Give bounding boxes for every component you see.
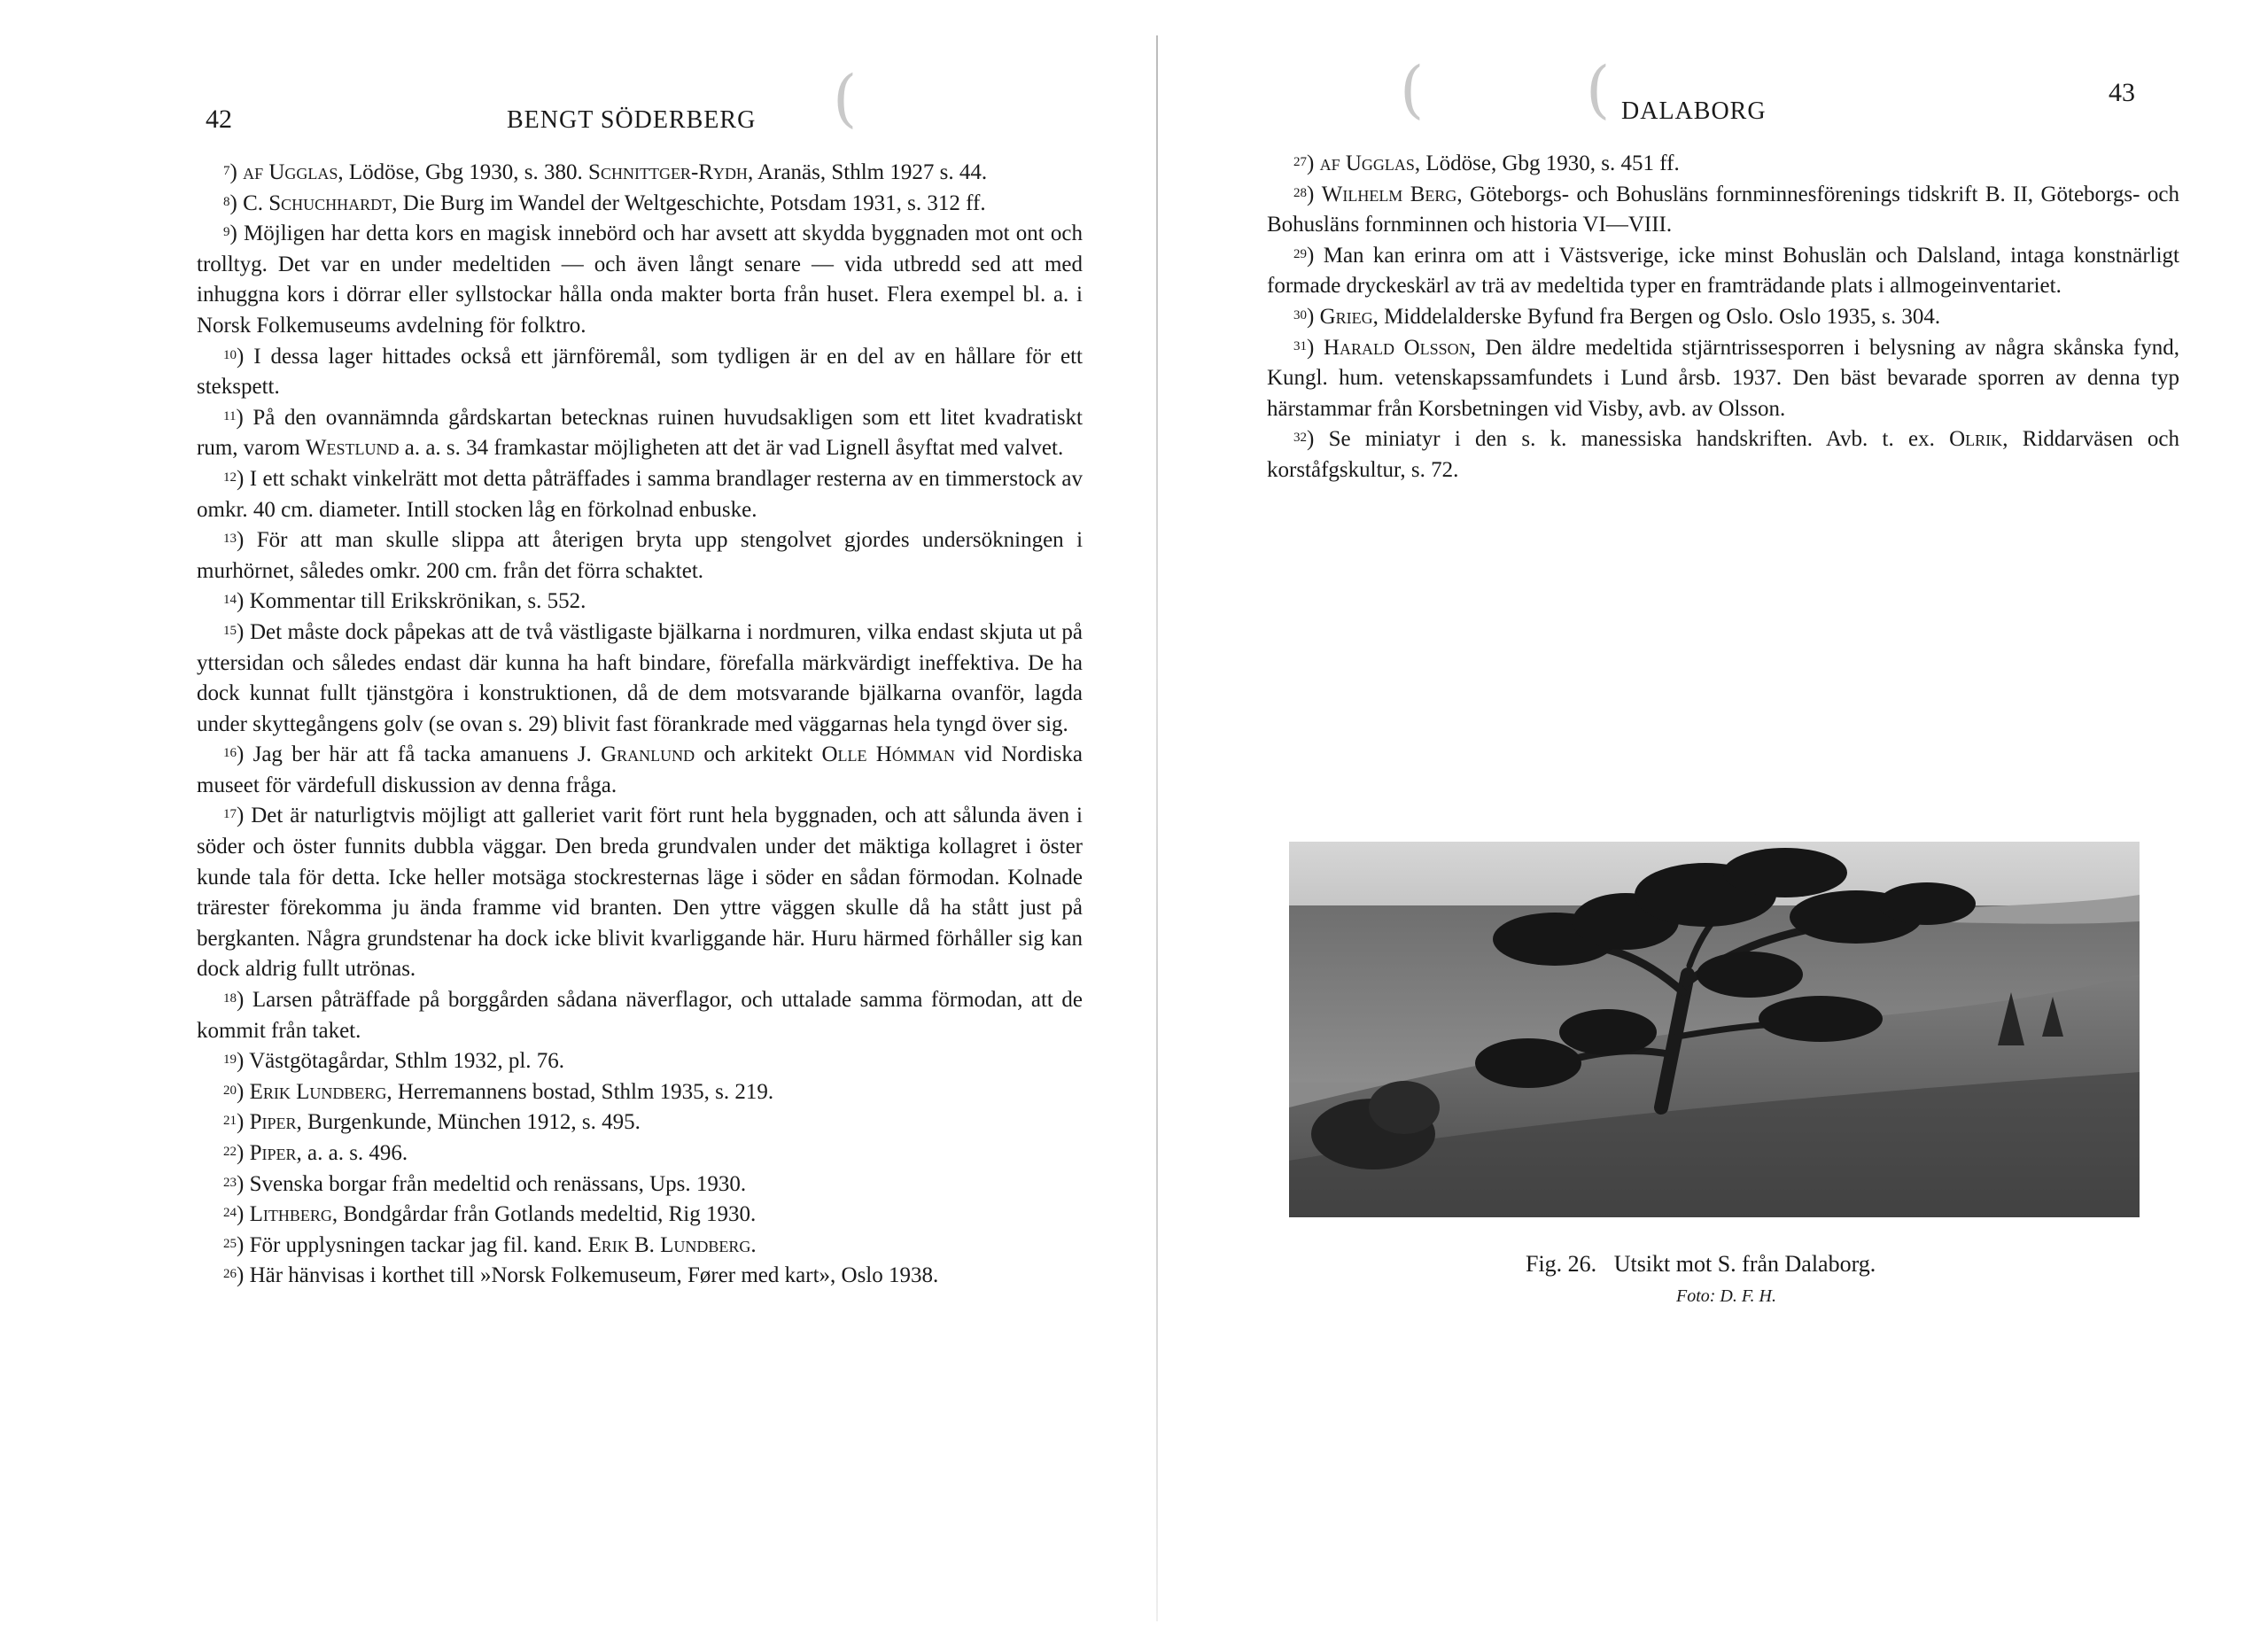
footnote-number: 21 [223, 1114, 237, 1129]
footnote-text: Se miniatyr i den s. k. manessiska handskriften. Avb. t. ex. Olrik, Riddarväsen och korståfgskultur, s. 72. [1267, 427, 2180, 482]
footnote-number: 23 [223, 1175, 237, 1190]
footnote-text: För upplysningen tackar jag fil. kand. Erik B. Lundberg. [249, 1232, 757, 1257]
footnote-7: $^7$) af Ugglas, Lödöse, Gbg 1930, s. 380. Schnittger-Rydh, Aranäs, Sthlm 1927 s. 44. [223, 160, 988, 184]
footnote-text: Grieg, Middelalderske Byfund fra Bergen og Oslo. Oslo 1935, s. 304. [1319, 304, 1941, 329]
footnote-31: $^{31}$) Harald Olsson, Den äldre medeltida stjärntrissesporren i belysning av några skånska fynd, Kungl. hum. vetenskapssamfundets i Lund årsb. 1937. Den bäst bevarade sporren av denna typ härstammar från Korsbetningen vid Visby, avb. av Olsson. [1267, 335, 2179, 421]
footnote-16: $^{16}$) Jag ber här att få tacka amanuens J. Granlund och arkitekt Olle Hómman vid Nordiska museet för värdefull diskussion av denna fråga. [197, 742, 1083, 797]
figure-label: Fig. 26. [1526, 1251, 1597, 1277]
footnote-number: 32 [1293, 431, 1307, 446]
footnote-11: $^{11}$) På den ovannämnda gårdskartan betecknas ruinen huvudsakligen som ett litet kvadratiskt rum, varom Westlund a. a. s. 34 framkastar möjligheten att det är vad Lignell åsyftat med valvet. [197, 405, 1083, 461]
footnote-text: Svenska borgar från medeltid och renässans, Ups. 1930. [249, 1171, 747, 1196]
footnote-text: Piper, a. a. s. 496. [249, 1141, 408, 1165]
figure-caption [1526, 1251, 1876, 1278]
footnote-text: Västgötagårdar, Sthlm 1932, pl. 76. [249, 1049, 565, 1074]
footnote-text: I dessa lager hittades också ett järnföremål, som tydligen är en del av en hållare för ett stekspett. [197, 344, 1084, 400]
footnote-12: $^{12}$) I ett schakt vinkelrätt mot detta påträffades i samma brandlager resterna av en timmerstock av omkr. 40 cm. diameter. Intill stocken låg en förkolnad enbuske. [197, 466, 1083, 522]
footnote-10: $^{10}$) I dessa lager hittades också ett järnföremål, som tydligen är en del av en hållare för ett stekspett. [197, 344, 1084, 400]
footnote-15: $^{15}$) Det måste dock påpekas att de två västligaste bjälkarna i nordmuren, vilka endast skjuta ut på yttersidan och således endast där kunna ha haft bindare, förefalla märkvärdigt ineffektiva. De ha dock kunnat fullt tjänstgöra i konstruktionen, då de dem motsvarande bjälkarna ovanför, lagda under skyttegångens golv (se ovan s. 29) blivit fast förankrade med väggarnas hela tyngd över sig. [197, 619, 1083, 736]
running-head-left: BENGT SÖDERBERG [507, 106, 757, 134]
footnote-25: $^{25}$) För upplysningen tackar jag fil. kand. Erik B. Lundberg. [223, 1232, 757, 1257]
footnotes-right [1267, 149, 2179, 486]
footnote-number: 22 [223, 1145, 237, 1159]
footnote-18: $^{18}$) Larsen påträffade på borggården sådana näverflagor, och uttalade samma förmodan, att de kommit från taket. [197, 988, 1084, 1043]
footnote-number: 14 [223, 593, 237, 608]
footnote-30: $^{30}$) Grieg, Middelalderske Byfund fra Bergen og Oslo. Oslo 1935, s. 304. [1293, 304, 1941, 329]
footnote-number: 11 [223, 408, 237, 423]
footnote-number: 20 [223, 1083, 237, 1098]
footnote-number: 15 [223, 623, 237, 638]
footnote-29: $^{29}$) Man kan erinra om att i Västsverige, icke minst Bohuslän och Dalsland, intaga konstnärligt formade dryckeskärl av trä av medeltida typer en framträdande plats i allmogeinventariet. [1267, 243, 2179, 299]
footnote-number: 28 [1293, 185, 1307, 200]
footnote-text: I ett schakt vinkelrätt mot detta påträffades i samma brandlager resterna av en timmerstock av omkr. 40 cm. diameter. Intill stocken låg en förkolnad enbuske. [197, 466, 1083, 522]
footnote-28: $^{28}$) Wilhelm Berg, Göteborgs- och Bohusläns fornminnesförenings tidskrift B. II, Göteborgs- och Bohusläns fornminnen och historia VI—VIII. [1267, 182, 2179, 237]
footnote-9: $^9$) Möjligen har detta kors en magisk innebörd och har avsett att skydda byggnaden mot ont och trolltyg. Det var en under medeltiden — och även långt senare — vida utbredd sed att med inhuggna kors i dörrar eller syllstockar hålla onda makter borta från huset. Flera exempel bl. a. i Norsk Folkemuseums avdelning för folktro. [197, 221, 1083, 338]
footnote-number: 25 [223, 1236, 237, 1251]
footnote-number: 10 [223, 347, 237, 362]
footnote-number: 8 [223, 194, 230, 209]
footnote-24: $^{24}$) Lithberg, Bondgårdar från Gotlands medeltid, Rig 1930. [223, 1202, 757, 1227]
footnote-text: C. Schuchhardt, Die Burg im Wandel der Weltgeschichte, Potsdam 1931, s. 312 ff. [243, 190, 986, 215]
footnote-26: $^{26}$) Här hänvisas i korthet till »Norsk Folkemuseum, Fører med kart», Oslo 1938. [223, 1263, 939, 1288]
footnote-23: $^{23}$) Svenska borgar från medeltid och renässans, Ups. 1930. [223, 1171, 747, 1196]
footnote-20: $^{20}$) Erik Lundberg, Herremannens bostad, Sthlm 1935, s. 219. [223, 1079, 774, 1104]
footnote-text: Piper, Burgenkunde, München 1912, s. 495. [249, 1110, 641, 1135]
footnote-number: 16 [223, 746, 237, 761]
footnote-number: 27 [1293, 155, 1307, 169]
page-number-right: 43 [2109, 78, 2135, 107]
footnote-number: 29 [1293, 246, 1307, 261]
figure-caption-text: Utsikt mot S. från Dalaborg. [1613, 1251, 1876, 1277]
footnote-19: $^{19}$) Västgötagårdar, Sthlm 1932, pl. 76. [223, 1049, 565, 1074]
footnote-text: Lithberg, Bondgårdar från Gotlands medeltid, Rig 1930. [249, 1202, 757, 1227]
footnote-17: $^{17}$) Det är naturligtvis möjligt att galleriet varit fört runt hela byggnaden, och att sålunda även i söder och öster funnits dubbla väggar. Den breda grundvalen under det mäktiga kollagret i öster kunde tala för detta. Icke heller motsäga stockresternas läge i söder en sådan förmodan. Kolnade trärester förekomma ju ända framme vid branten. Den yttre väggen skulle då ha stått just på bergkanten. Några grundstenar ha dock icke blivit kvarliggande här. Huru härmed förhåller sig kan dock aldrig fullt utrönas. [197, 804, 1083, 982]
footnote-27: $^{27}$) af Ugglas, Lödöse, Gbg 1930, s. 451 ff. [1293, 151, 1680, 175]
footnote-number: 13 [223, 532, 237, 547]
footnote-text: Jag ber här att få tacka amanuens J. Granlund och arkitekt Olle Hómman vid Nordiska museet för värdefull diskussion av denna fråga. [197, 742, 1083, 797]
footnote-text: Här hänvisas i korthet till »Norsk Folkemuseum, Fører med kart», Oslo 1938. [249, 1263, 939, 1288]
footnote-number: 17 [223, 807, 237, 822]
footnote-text: Larsen påträffade på borggården sådana näverflagor, och uttalade samma förmodan, att de kommit från taket. [197, 988, 1084, 1043]
footnote-22: $^{22}$) Piper, a. a. s. 496. [223, 1141, 408, 1165]
footnote-text: Erik Lundberg, Herremannens bostad, Sthlm 1935, s. 219. [249, 1079, 774, 1104]
scan-artifact-paren: ( [1400, 53, 1425, 126]
footnote-text: För att man skulle slippa att återigen bryta upp stengolvet gjordes undersökningen i murhörnet, således omkr. 200 cm. från det förra schaktet. [197, 528, 1084, 583]
page-number-left: 42 [206, 105, 232, 134]
footnote-text: af Ugglas, Lödöse, Gbg 1930, s. 451 ff. [1319, 151, 1680, 175]
footnote-text: Det måste dock påpekas att de två västligaste bjälkarna i nordmuren, vilka endast skjuta ut på yttersidan och således endast där kunna ha haft bindare, förefalla märkvärdigt ineffektiva. De ha dock kunnat fullt tjänstgöra i konstruktionen, då de dem motsvarande bjälkarna ovanför, lagda under skyttegångens golv (se ovan s. 29) blivit fast förankrade med väggarnas hela tyngd över sig. [197, 619, 1083, 736]
landscape-photo [1289, 842, 2140, 1217]
footnote-number: 31 [1293, 338, 1307, 353]
footnote-text: Wilhelm Berg, Göteborgs- och Bohusläns fornminnesförenings tidskrift B. II, Göteborgs- och Bohusläns fornminnen och historia VI—VIII. [1267, 182, 2179, 237]
footnote-number: 30 [1293, 307, 1307, 322]
footnote-21: $^{21}$) Piper, Burgenkunde, München 1912, s. 495. [223, 1110, 641, 1135]
footnote-number: 26 [223, 1267, 237, 1282]
footnote-13: $^{13}$) För att man skulle slippa att återigen bryta upp stengolvet gjordes undersökningen i murhörnet, således omkr. 200 cm. från det förra schaktet. [197, 528, 1084, 583]
footnote-text: Harald Olsson, Den äldre medeltida stjärntrissesporren i belysning av några skånska fynd, Kungl. hum. vetenskapssamfundets i Lund årsb. 1937. Den bäst bevarade sporren av denna typ härstammar från Korsbetningen vid Visby, avb. av Olsson. [1267, 335, 2179, 421]
footnote-number: 24 [223, 1206, 237, 1221]
footnote-32: $^{32}$) Se miniatyr i den s. k. manessiska handskriften. Avb. t. ex. Olrik, Riddarväsen och korståfgskultur, s. 72. [1267, 427, 2180, 482]
footnote-number: 19 [223, 1053, 237, 1068]
footnote-14: $^{14}$) Kommentar till Erikskrönikan, s. 552. [223, 589, 586, 614]
footnotes-left [197, 158, 1083, 1292]
footnote-text: Det är naturligtvis möjligt att galleriet varit fört runt hela byggnaden, och att sålunda även i söder och öster funnits dubbla väggar. Den breda grundvalen under det mäktiga kollagret i öster kunde tala för detta. Icke heller motsäga stockresternas läge i söder en sådan förmodan. Kolnade trärester förekomma ju ända framme vid branten. Den yttre väggen skulle då ha stått just på bergkanten. Några grundstenar ha dock icke blivit kvarliggande här. Huru härmed förhåller sig kan dock aldrig fullt utrönas. [197, 804, 1083, 982]
scan-artifact-paren: ( [833, 62, 858, 135]
footnote-text: af Ugglas, Lödöse, Gbg 1930, s. 380. Schnittger-Rydh, Aranäs, Sthlm 1927 s. 44. [243, 160, 988, 184]
footnote-text: Möjligen har detta kors en magisk innebörd och har avsett att skydda byggnaden mot ont och trolltyg. Det var en under medeltiden — och även långt senare — vida utbredd sed att med inhuggna kors i dörrar eller syllstockar hålla onda makter borta från huset. Flera exempel bl. a. i Norsk Folkemuseums avdelning för folktro. [197, 221, 1083, 338]
footnote-number: 18 [223, 991, 237, 1006]
right-page [1161, 0, 2268, 1647]
footnote-number: 12 [223, 470, 237, 485]
running-head-right: DALABORG [1621, 97, 1767, 125]
page-gutter [1156, 35, 1158, 1621]
footnote-number: 7 [223, 164, 230, 178]
footnote-8: $^8$) C. Schuchhardt, Die Burg im Wandel der Weltgeschichte, Potsdam 1931, s. 312 ff. [223, 190, 986, 215]
footnote-text: Man kan erinra om att i Västsverige, icke minst Bohuslän och Dalsland, intaga konstnärligt formade dryckeskärl av trä av medeltida typer en framträdande plats i allmogeinventariet. [1267, 243, 2179, 299]
scan-artifact-paren: ( [1586, 53, 1611, 126]
footnote-text: På den ovannämnda gårdskartan betecknas ruinen huvudsakligen som ett litet kvadratiskt rum, varom Westlund a. a. s. 34 framkastar möjligheten att det är vad Lignell åsyftat med valvet. [197, 405, 1083, 461]
photo-credit: Foto: D. F. H. [1676, 1286, 1776, 1306]
footnote-number: 9 [223, 225, 230, 240]
footnote-text: Kommentar till Erikskrönikan, s. 552. [249, 589, 586, 614]
